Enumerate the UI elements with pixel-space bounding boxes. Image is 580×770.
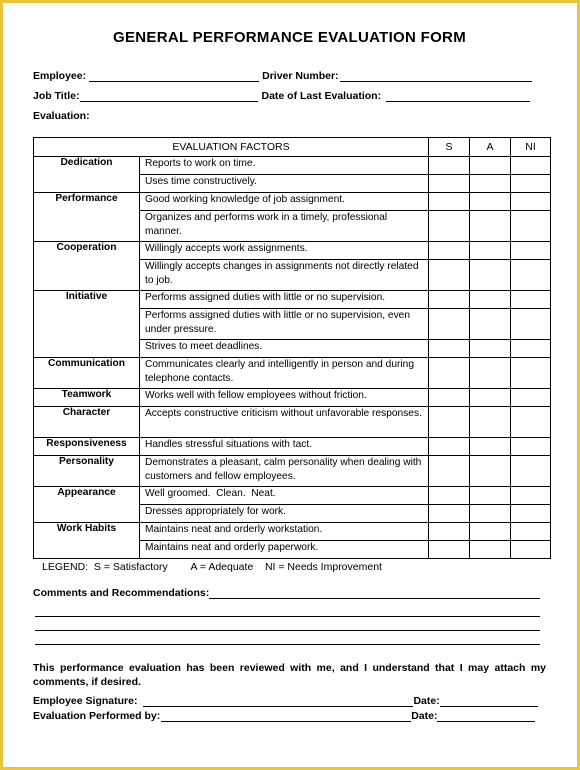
rating-cell-s[interactable] (429, 505, 470, 523)
table-row (34, 157, 551, 175)
employee-field (33, 70, 259, 82)
rating-cell-ni[interactable] (511, 242, 551, 260)
rating-cell-a[interactable] (470, 340, 511, 358)
factor-text: Communicates clearly and intelligently in person and during telephone contacts. (140, 358, 429, 389)
date-line-1[interactable] (440, 695, 538, 707)
rating-cell-s[interactable] (429, 389, 470, 407)
rating-cell-s[interactable] (429, 541, 470, 559)
table-row (34, 523, 551, 541)
header-row-2 (33, 82, 546, 102)
performed-by-label: Evaluation Performed by: (33, 710, 161, 722)
rating-cell-s[interactable] (429, 487, 470, 505)
rating-cell-a[interactable] (470, 505, 511, 523)
driver-number-field (262, 70, 531, 82)
rating-cell-a[interactable] (470, 242, 511, 260)
header-row-1 (33, 62, 546, 82)
factor-text: Performs assigned duties with little or no supervision, even under pressure. (140, 309, 429, 340)
performed-by-line[interactable] (161, 710, 411, 722)
header-s: S (429, 138, 470, 157)
factor-text: Willingly accepts work assignments. (140, 242, 429, 260)
factor-text: Reports to work on time. (140, 157, 429, 175)
last-evaluation-label: Date of Last Evaluation: (261, 90, 382, 102)
performed-by-row (33, 707, 546, 722)
factor-text: Maintains neat and orderly workstation. (140, 523, 429, 541)
form-title: GENERAL PERFORMANCE EVALUATION FORM (112, 29, 466, 46)
factor-text: Well groomed. Clean. Neat. (140, 487, 429, 505)
job-title-field (33, 90, 258, 102)
rating-cell-a[interactable] (470, 438, 511, 456)
comments-line-3[interactable] (35, 618, 540, 631)
table-row (34, 193, 551, 211)
rating-cell-ni[interactable] (511, 193, 551, 211)
table-row (34, 291, 551, 309)
factor-text: Performs assigned duties with little or no supervision. (140, 291, 429, 309)
header-row-3 (33, 102, 546, 122)
table-body (34, 157, 551, 559)
evaluation-label: Evaluation: (33, 110, 90, 122)
rating-legend: LEGEND: S = Satisfactory A = Adequate NI = Needs Improvement (42, 561, 382, 573)
rating-cell-s[interactable] (429, 340, 470, 358)
factor-text: Handles stressful situations with tact. (140, 438, 429, 456)
category-appearance: Appearance (34, 487, 140, 523)
rating-cell-s[interactable] (429, 242, 470, 260)
rating-cell-s[interactable] (429, 157, 470, 175)
rating-cell-ni[interactable] (511, 456, 551, 487)
acknowledgement-statement: This performance evaluation has been reviewed with me, and I understand that I may attach my comments, if desired. (33, 662, 546, 688)
factor-text: Works well with fellow employees without friction. (140, 389, 429, 407)
table-row (34, 456, 551, 487)
table-row (34, 487, 551, 505)
rating-cell-ni[interactable] (511, 358, 551, 389)
rating-cell-ni[interactable] (511, 291, 551, 309)
rating-cell-a[interactable] (470, 456, 511, 487)
category-teamwork: Teamwork (34, 389, 140, 407)
employee-signature-label: Employee Signature: (33, 695, 138, 707)
table-row (34, 358, 551, 389)
job-title-label: Job Title: (33, 90, 80, 102)
rating-cell-ni[interactable] (511, 438, 551, 456)
factor-text: Organizes and performs work in a timely, professional manner. (140, 211, 429, 242)
rating-cell-s[interactable] (429, 456, 470, 487)
rating-cell-a[interactable] (470, 389, 511, 407)
rating-cell-a[interactable] (470, 487, 511, 505)
header-ni: NI (511, 138, 551, 157)
evaluation-factors-table (33, 137, 551, 559)
rating-cell-ni[interactable] (511, 211, 551, 242)
rating-cell-a[interactable] (470, 541, 511, 559)
rating-cell-a[interactable] (470, 175, 511, 193)
rating-cell-s[interactable] (429, 193, 470, 211)
rating-cell-ni[interactable] (511, 523, 551, 541)
rating-cell-ni[interactable] (511, 175, 551, 193)
rating-cell-s[interactable] (429, 260, 470, 291)
job-title-input-line[interactable] (80, 90, 258, 102)
category-personality: Personality (34, 456, 140, 487)
table-row (34, 389, 551, 407)
category-responsiveness: Responsiveness (34, 438, 140, 456)
employee-signature-line[interactable] (143, 695, 413, 707)
comments-input-line[interactable] (209, 587, 540, 599)
last-evaluation-field (261, 90, 530, 102)
factor-text: Maintains neat and orderly paperwork. (140, 541, 429, 559)
factor-text: Uses time constructively. (140, 175, 429, 193)
comments-label: Comments and Recommendations: (33, 587, 210, 599)
rating-cell-ni[interactable] (511, 309, 551, 340)
employee-input-line[interactable] (89, 70, 259, 82)
factor-text: Willingly accepts changes in assignments not directly related to job. (140, 260, 429, 291)
date-line-2[interactable] (437, 710, 535, 722)
rating-cell-s[interactable] (429, 407, 470, 438)
factor-text: Strives to meet deadlines. (140, 340, 429, 358)
factor-text: Dresses appropriately for work. (140, 505, 429, 523)
rating-cell-s[interactable] (429, 211, 470, 242)
last-evaluation-input-line[interactable] (386, 90, 530, 102)
rating-cell-ni[interactable] (511, 541, 551, 559)
rating-cell-a[interactable] (470, 291, 511, 309)
rating-cell-s[interactable] (429, 358, 470, 389)
category-character: Character (34, 407, 140, 438)
table-header-row (34, 138, 551, 157)
rating-cell-ni[interactable] (511, 340, 551, 358)
employee-signature-row (33, 692, 546, 707)
header-a: A (470, 138, 511, 157)
rating-cell-a[interactable] (470, 358, 511, 389)
category-communication: Communication (34, 358, 140, 389)
category-dedication: Dedication (34, 157, 140, 193)
rating-cell-a[interactable] (470, 523, 511, 541)
rating-cell-a[interactable] (470, 193, 511, 211)
rating-cell-ni[interactable] (511, 487, 551, 505)
comments-line-2[interactable] (35, 604, 540, 617)
factor-text: Demonstrates a pleasant, calm personality when dealing with customers and fellow employees. (140, 456, 429, 487)
driver-number-label: Driver Number: (262, 70, 339, 82)
rating-cell-a[interactable] (470, 211, 511, 242)
rating-cell-ni[interactable] (511, 389, 551, 407)
rating-cell-s[interactable] (429, 309, 470, 340)
category-work-habits: Work Habits (34, 523, 140, 559)
table-row (34, 438, 551, 456)
date-label-1: Date: (413, 695, 440, 707)
rating-cell-s[interactable] (429, 523, 470, 541)
rating-cell-a[interactable] (470, 157, 511, 175)
factor-text: Good working knowledge of job assignment. (140, 193, 429, 211)
rating-cell-ni[interactable] (511, 505, 551, 523)
rating-cell-a[interactable] (470, 407, 511, 438)
driver-number-input-line[interactable] (340, 70, 532, 82)
rating-cell-a[interactable] (470, 309, 511, 340)
rating-cell-ni[interactable] (511, 407, 551, 438)
rating-cell-s[interactable] (429, 291, 470, 309)
rating-cell-s[interactable] (429, 438, 470, 456)
comments-section (33, 587, 546, 599)
table-row (34, 407, 551, 438)
header-evaluation-factors: EVALUATION FACTORS (34, 138, 429, 157)
category-cooperation: Cooperation (34, 242, 140, 291)
comments-line-4[interactable] (35, 632, 540, 645)
date-label-2: Date: (411, 710, 438, 722)
table-row (34, 242, 551, 260)
employee-label: Employee: (33, 70, 87, 82)
rating-cell-s[interactable] (429, 175, 470, 193)
factor-text: Accepts constructive criticism without unfavorable responses. (140, 407, 429, 438)
rating-cell-ni[interactable] (511, 157, 551, 175)
rating-cell-ni[interactable] (511, 260, 551, 291)
category-initiative: Initiative (34, 291, 140, 358)
rating-cell-a[interactable] (470, 260, 511, 291)
category-performance: Performance (34, 193, 140, 242)
